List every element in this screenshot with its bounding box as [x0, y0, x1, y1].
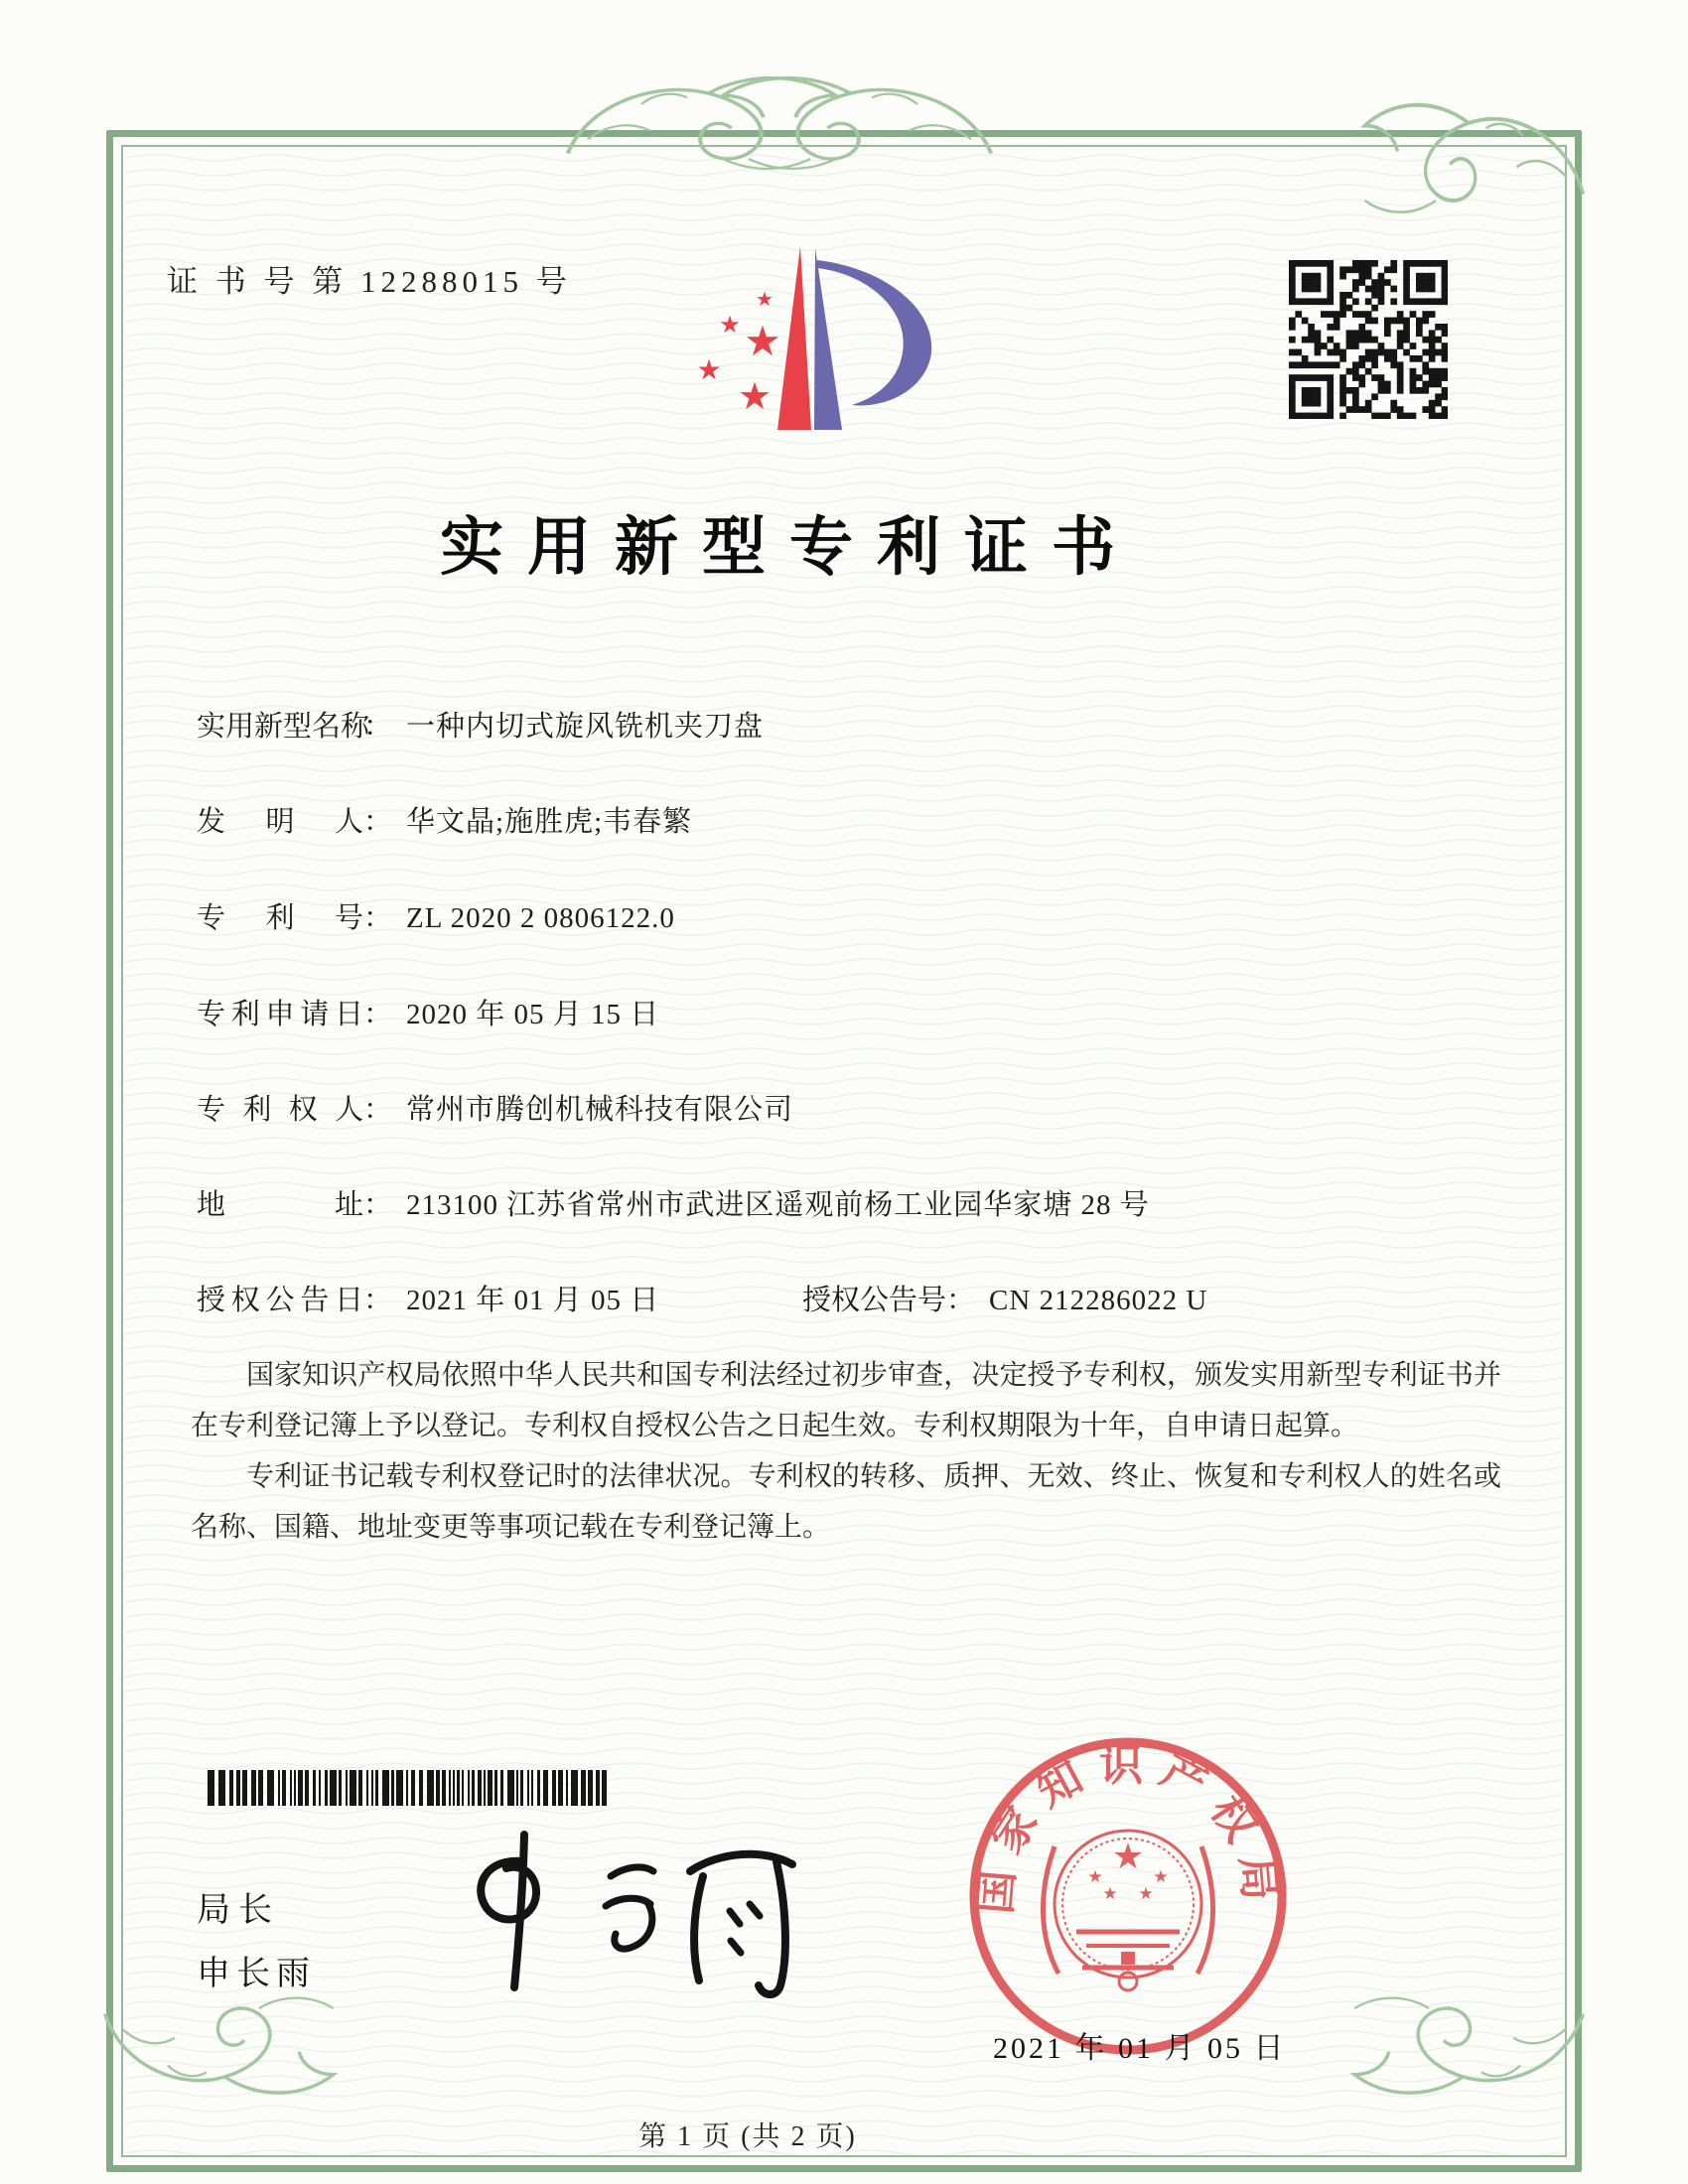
star-icon: ★ [1102, 1884, 1118, 1903]
field-row-patent-number [197, 898, 1517, 938]
field-label: 专利申请日 [197, 999, 363, 1030]
field-colon: ： [946, 1285, 976, 1316]
field-row-address [197, 1185, 1517, 1225]
field-row-inventors [197, 802, 1517, 842]
cnipa-logo-icon [685, 238, 939, 437]
star-icon: ★ [1138, 1884, 1154, 1903]
field-label: 专利号 [197, 902, 363, 934]
field-value: 213100 江苏省常州市武进区遥观前杨工业园华家塘 28 号 [406, 1189, 1150, 1221]
field-value: CN 212286022 U [989, 1285, 1208, 1316]
field-row-patentee [197, 1090, 1517, 1130]
field-grant-number [802, 1281, 1207, 1320]
field-colon: ： [363, 902, 393, 934]
certificate-title: 实用新型专利证书 [440, 512, 1139, 583]
legal-statement [191, 1350, 1501, 1553]
field-value: 一种内切式旋风铣机夹刀盘 [406, 711, 765, 743]
certificate-frame-inner [121, 145, 1567, 2157]
certificate-number: 证 书 号 第 12288015 号 [167, 264, 572, 299]
field-value: 华文晶;施胜虎;韦春繁 [406, 806, 693, 838]
star-icon: ★ [1153, 1867, 1169, 1886]
field-value: 2021 年 01 月 05 日 [406, 1285, 660, 1316]
seal-text: 国家知识产权局 [971, 1740, 1285, 1917]
field-label: 地址 [197, 1189, 363, 1221]
seal-date: 2021 年 01 月 05 日 [993, 2032, 1287, 2065]
field-label: 发明人 [197, 806, 363, 838]
star-icon: ★ [719, 313, 741, 339]
star-icon: ★ [1111, 1837, 1145, 1876]
field-value: ZL 2020 2 0806122.0 [406, 902, 675, 934]
legal-paragraph-2: 专利证书记载专利权登记时的法律状况。专利权的转移、质押、无效、终止、恢复和专利权人的姓名或名称、国籍、地址变更等事项记载在专利登记簿上。 [191, 1461, 1501, 1543]
field-colon: ： [363, 711, 393, 743]
national-emblem-icon [1043, 1831, 1212, 1990]
field-row-filing-date [197, 995, 1517, 1034]
field-value: 2020 年 05 月 15 日 [406, 999, 660, 1030]
qr-code-icon [1289, 260, 1448, 419]
field-row-grant-date [197, 1281, 1517, 1320]
page-indicator: 第 1 页 (共 2 页) [638, 2121, 857, 2152]
field-label: 专利权人 [197, 1094, 363, 1126]
barcode-icon [204, 1770, 613, 1806]
star-icon: ★ [696, 355, 722, 386]
field-colon: ： [363, 1189, 393, 1221]
director-title-label: 局长 [197, 1891, 280, 1929]
star-icon: ★ [744, 320, 781, 365]
director-name: 申长雨 [197, 1955, 316, 1992]
field-colon: ： [363, 999, 393, 1030]
field-colon: ： [363, 806, 393, 838]
star-icon: ★ [756, 289, 774, 311]
field-label: 实用新型名称 [197, 711, 370, 743]
field-row-utility-model-name [197, 707, 1517, 747]
field-colon: ： [363, 1285, 393, 1316]
legal-paragraph-1: 国家知识产权局依照中华人民共和国专利法经过初步审查，决定授予专利权，颁发实用新型专利证书并在专利登记簿上予以登记。专利权自授权公告之日起生效。专利权期限为十年，自申请日起算。 [191, 1360, 1501, 1441]
field-value: 常州市腾创机械科技有限公司 [406, 1094, 794, 1126]
field-colon: ： [363, 1094, 393, 1126]
field-label: 授权公告日 [197, 1285, 363, 1316]
cnipa-seal-stamp-icon [959, 1727, 1297, 2065]
signature-handwriting-icon [427, 1817, 824, 2000]
star-icon: ★ [1087, 1867, 1103, 1886]
star-icon: ★ [737, 376, 773, 418]
field-label: 授权公告号 [802, 1285, 947, 1316]
